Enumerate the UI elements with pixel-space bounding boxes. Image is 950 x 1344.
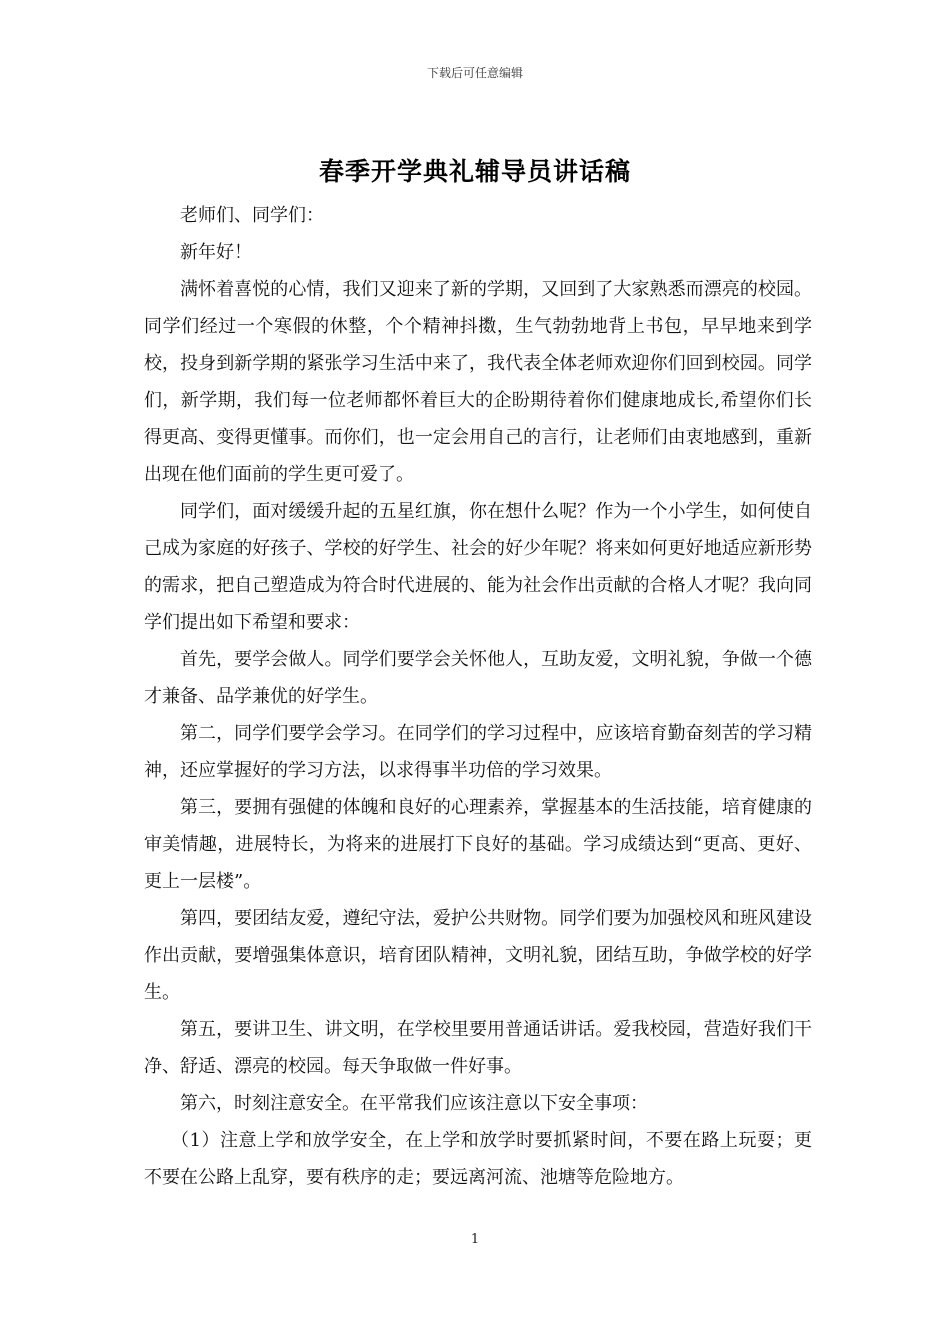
paragraph: 首先，要学会做人。同学们要学会关怀他人，互助友爱，文明礼貌，争做一个德才兼备、品学兼优的好学生。 bbox=[144, 649, 812, 707]
paragraph: 同学们，面对缓缓升起的五星红旗，你在想什么呢？作为一个小学生，如何使自己成为家庭的好孩子、学校的好学生、社会的好少年呢？将来如何更好地适应新形势的需求，把自己塑造成为符合时代进展的、能为社会作出贡献的合格人才呢？我向同学们提出如下希望和要求： bbox=[144, 501, 812, 633]
header-note: 下载后可任意编辑 bbox=[426, 66, 523, 80]
salutation: 老师们、同学们： bbox=[180, 205, 324, 226]
paragraph: 第三，要拥有强健的体魄和良好的心理素养，掌握基本的生活技能，培育健康的审美情趣，进展特长，为将来的进展打下良好的基础。学习成绩达到“更高、更好、更上一层楼”。 bbox=[144, 797, 812, 892]
paragraph: 第六，时刻注意安全。在平常我们应该注意以下安全事项： bbox=[180, 1093, 648, 1114]
document-title: 春季开学典礼辅导员讲话稿 bbox=[318, 157, 631, 186]
greeting: 新年好！ bbox=[180, 242, 252, 263]
numbered-item: （1）注意上学和放学安全，在上学和放学时要抓紧时间，不要在路上玩耍；更不要在公路上乱穿，要有秩序的走；要远离河流、池塘等危险地方。 bbox=[144, 1130, 812, 1188]
page-number: 1 bbox=[470, 1232, 480, 1247]
paragraph: 满怀着喜悦的心情，我们又迎来了新的学期，又回到了大家熟悉而漂亮的校园。同学们经过一个寒假的休整，个个精神抖擞，生气勃勃地背上书包，早早地来到学校，投身到新学期的紧张学习生活中来了，我代表全体老师欢迎你们回到校园。同学们，新学期，我们每一位老师都怀着巨大的企盼期待着你们健康地成长,希望你们长得更高、变得更懂事。而你们，也一定会用自己的言行，让老师们由衷地感到，重新出现在他们面前的学生更可爱了。 bbox=[144, 279, 812, 485]
paragraph: 第四，要团结友爱，遵纪守法，爱护公共财物。同学们要为加强校风和班风建设作出贡献，要增强集体意识，培育团队精神，文明礼貌，团结互助，争做学校的好学生。 bbox=[144, 908, 812, 1003]
paragraph: 第二，同学们要学会学习。在同学们的学习过程中，应该培育勤奋刻苦的学习精神，还应掌握好的学习方法，以求得事半功倍的学习效果。 bbox=[144, 723, 812, 781]
paragraph: 第五，要讲卫生、讲文明，在学校里要用普通话讲话。爱我校园，营造好我们干净、舒适、漂亮的校园。每天争取做一件好事。 bbox=[144, 1019, 812, 1077]
document-body bbox=[144, 197, 812, 1196]
